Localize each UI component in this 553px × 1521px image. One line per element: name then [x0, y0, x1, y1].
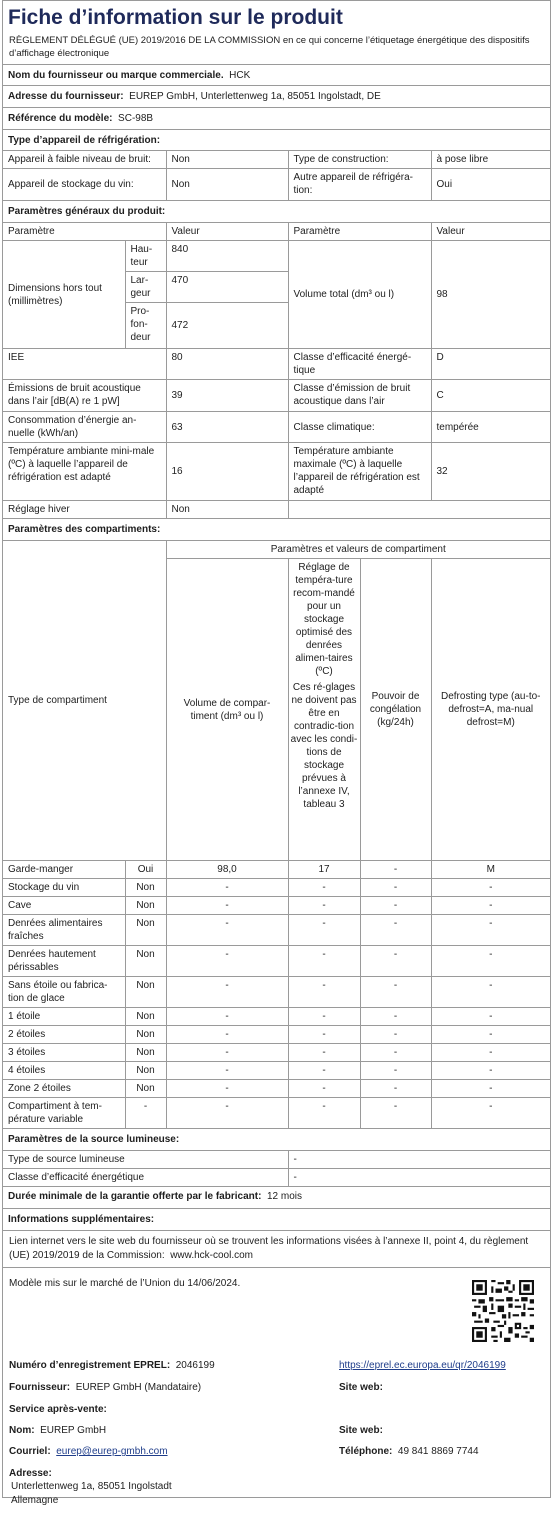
appliance-type-heading-row	[3, 129, 550, 150]
efficiency-class-label: Classe d’efficacité énergé-tique	[288, 349, 431, 380]
compartment-present: Non	[125, 1080, 166, 1098]
after-sales-label: Service après-vente:	[9, 1404, 107, 1415]
supplier-name-row	[3, 64, 550, 85]
eprel-link[interactable]: https://eprel.ec.europa.eu/qr/2046199	[339, 1360, 506, 1371]
general-params-heading-row	[3, 201, 550, 222]
compartment-row	[3, 897, 550, 915]
eprel-label: Numéro d’enregistrement EPREL:	[9, 1360, 171, 1371]
compartment-volume: -	[166, 1098, 288, 1129]
compartment-defrost: -	[431, 977, 550, 1008]
compartment-defrost: -	[431, 1080, 550, 1098]
compartment-name: 4 étoiles	[3, 1062, 125, 1080]
compartment-setting: -	[288, 1080, 360, 1098]
compartment-defrost: -	[431, 1008, 550, 1026]
compartment-name: Denrées alimentaires fraîches	[3, 915, 125, 946]
compartment-type-header: Type de compartiment	[3, 541, 166, 861]
compartment-name: Stockage du vin	[3, 879, 125, 897]
additional-info-text: Lien internet vers le site web du fournisseur où se trouvent les informations visées à l’annexe II, point 4, du règlement (UE) 2019/2019 de la Commission:	[9, 1236, 529, 1261]
compartment-row	[3, 861, 550, 879]
compartment-volume: -	[166, 879, 288, 897]
setting-note-text: Ces ré-glages ne doivent pas être en contradic-tion avec les condi-tions de stockage prévues à l’annexe IV, tableau 3	[290, 682, 358, 810]
compartment-setting: -	[288, 1008, 360, 1026]
compartment-defrost: -	[431, 1044, 550, 1062]
light-class-value: -	[288, 1169, 550, 1187]
climate-class-label: Classe climatique:	[288, 412, 431, 443]
depth-label: Pro-fon-deur	[125, 303, 166, 349]
warranty-row	[3, 1187, 550, 1208]
eprel-value: 2046199	[175, 1360, 215, 1371]
compartment-present: Non	[125, 879, 166, 897]
width-label: Lar-geur	[125, 272, 166, 303]
email-line	[9, 1445, 168, 1459]
compartment-volume: -	[166, 1026, 288, 1044]
address-line-2: Allemagne	[11, 1495, 59, 1506]
compartment-defrost: -	[431, 946, 550, 977]
compartment-name: Denrées hautement périssables	[3, 946, 125, 977]
energy-consumption-label: Consommation d’énergie an-nuelle (kWh/an)	[3, 412, 166, 443]
compartment-row	[3, 946, 550, 977]
compartment-defrost: -	[431, 1098, 550, 1129]
compartment-volume: -	[166, 1080, 288, 1098]
additional-info-block	[3, 1230, 550, 1267]
compartment-row	[3, 1080, 550, 1098]
energy-consumption-value: 63	[166, 412, 288, 443]
compartment-present: Non	[125, 946, 166, 977]
compartment-setting: -	[288, 1098, 360, 1129]
height-value: 840	[166, 241, 288, 272]
low-noise-label: Appareil à faible niveau de bruit:	[3, 151, 166, 169]
compartment-volume-header: Volume de compar-timent (dm³ ou l)	[166, 559, 288, 861]
service-name-line	[9, 1424, 106, 1438]
compartment-defrost: M	[431, 861, 550, 879]
light-heading-row	[3, 1129, 550, 1150]
footer-supplier-value: EUREP GmbH (Mandataire)	[75, 1382, 202, 1393]
footer-supplier-label: Fournisseur:	[9, 1382, 71, 1393]
compartment-defrost: -	[431, 897, 550, 915]
compartment-row	[3, 1062, 550, 1080]
winter-setting-value: Non	[166, 501, 288, 519]
email-label: Courriel:	[9, 1446, 51, 1457]
website-label-2: Site web:	[339, 1425, 383, 1436]
recommended-setting-text: Réglage de tempéra-ture recom-mandé pour un stockage optimisé des denrées alimen-taires (ºC)	[293, 562, 355, 677]
compartment-group-header: Paramètres et valeurs de compartiment	[166, 541, 550, 559]
compartments-heading-row	[3, 519, 550, 540]
supplier-address-row	[3, 85, 550, 107]
compartment-freezing: -	[360, 897, 431, 915]
compartment-present: Non	[125, 1026, 166, 1044]
compartment-freezing: -	[360, 861, 431, 879]
compartment-present: Non	[125, 897, 166, 915]
compartment-setting: -	[288, 879, 360, 897]
compartment-name: Garde-manger	[3, 861, 125, 879]
appliance-type-heading: Type d’appareil de réfrigération:	[8, 135, 161, 146]
phone-line	[339, 1445, 479, 1459]
warranty-value: 12 mois	[266, 1191, 302, 1202]
compartment-freezing: -	[360, 1044, 431, 1062]
footer-section	[3, 1267, 550, 1521]
construction-value: à pose libre	[431, 151, 550, 169]
general-params-heading: Paramètres généraux du produit:	[8, 206, 166, 217]
compartment-freezing: -	[360, 946, 431, 977]
compartment-setting: 17	[288, 861, 360, 879]
supplier-address-label: Adresse du fournisseur:	[8, 91, 124, 102]
general-params-table	[3, 222, 550, 519]
wine-storage-value: Non	[166, 169, 288, 201]
regulation-text: RÈGLEMENT DÉLÉGUÉ (UE) 2019/2016 DE LA COMMISSION en ce qui concerne l’étiquetage énergétique des dispositifs d’affichage électronique	[9, 35, 530, 59]
compartment-present: -	[125, 1098, 166, 1129]
noise-class-label: Classe d’émission de bruit acoustique dans l’air	[288, 380, 431, 412]
compartment-row	[3, 879, 550, 897]
compartment-present: Non	[125, 915, 166, 946]
min-temp-label: Température ambiante mini-male (ºC) à laquelle l’appareil de réfrigération est adapté	[3, 443, 166, 501]
compartment-row	[3, 1026, 550, 1044]
compartment-defrost: -	[431, 879, 550, 897]
compartment-row	[3, 977, 550, 1008]
supplier-website-link[interactable]: www.hck-cool.com	[170, 1250, 254, 1261]
address-line-1: Unterlettenweg 1a, 85051 Ingolstadt	[11, 1481, 172, 1492]
compartment-freezing: -	[360, 915, 431, 946]
compartment-freezing: -	[360, 1080, 431, 1098]
service-name-label: Nom:	[9, 1425, 35, 1436]
light-type-label: Type de source lumineuse	[3, 1151, 288, 1169]
iee-label: IEE	[3, 349, 166, 380]
supplier-address-value: EUREP GmbH, Unterlettenweg 1a, 85051 Ingolstadt, DE	[129, 91, 381, 102]
width-value: 470	[166, 272, 288, 303]
compartment-present: Non	[125, 977, 166, 1008]
compartment-name: Compartiment à tem-pérature variable	[3, 1098, 125, 1129]
footer-supplier-line	[9, 1381, 201, 1395]
compartment-setting: -	[288, 946, 360, 977]
noise-class-value: C	[431, 380, 550, 412]
min-temp-value: 16	[166, 443, 288, 501]
max-temp-value: 32	[431, 443, 550, 501]
compartment-setting: -	[288, 1026, 360, 1044]
compartment-freezing: -	[360, 977, 431, 1008]
compartment-volume: -	[166, 946, 288, 977]
climate-class-value: tempérée	[431, 412, 550, 443]
light-source-table	[3, 1150, 550, 1187]
model-reference-label: Référence du modèle:	[8, 113, 113, 124]
compartment-name: 1 étoile	[3, 1008, 125, 1026]
appliance-type-table	[3, 150, 550, 201]
efficiency-class-value: D	[431, 349, 550, 380]
compartment-present: Non	[125, 1062, 166, 1080]
dimensions-label: Dimensions hors tout (millimètres)	[3, 241, 125, 349]
compartment-volume: -	[166, 1062, 288, 1080]
compartment-freezing: -	[360, 1062, 431, 1080]
compartment-defrost: -	[431, 1026, 550, 1044]
compartment-freezing: -	[360, 1098, 431, 1129]
winter-setting-empty	[288, 501, 550, 519]
freezing-capacity-header: Pouvoir de congélation (kg/24h)	[360, 559, 431, 861]
compartment-setting: -	[288, 915, 360, 946]
model-reference-value: SC-98B	[118, 113, 154, 124]
additional-heading-row	[3, 1208, 550, 1230]
eprel-link-line	[339, 1359, 506, 1373]
winter-setting-label: Réglage hiver	[3, 501, 166, 519]
construction-label: Type de construction:	[288, 151, 431, 169]
compartment-row	[3, 915, 550, 946]
compartment-volume: 98,0	[166, 861, 288, 879]
warranty-label: Durée minimale de la garantie offerte par le fabricant:	[8, 1191, 262, 1202]
noise-emission-label: Émissions de bruit acoustique dans l’air [dB(A) re 1 pW]	[3, 380, 166, 412]
compartment-defrost: -	[431, 1062, 550, 1080]
col-param-header: Paramètre	[3, 223, 166, 241]
address-label: Adresse:	[9, 1468, 52, 1479]
compartment-present: Oui	[125, 861, 166, 879]
compartment-name: Sans étoile ou fabrica-tion de glace	[3, 977, 125, 1008]
website-label: Site web:	[339, 1382, 383, 1393]
supplier-name-value: HCK	[229, 70, 251, 81]
page-title: Fiche d’information sur le produit	[8, 6, 343, 29]
compartment-volume: -	[166, 915, 288, 946]
email-link[interactable]: eurep@eurep-gmbh.com	[56, 1446, 168, 1457]
noise-emission-value: 39	[166, 380, 288, 412]
compartment-row	[3, 1098, 550, 1129]
compartment-present: Non	[125, 1008, 166, 1026]
depth-value: 472	[166, 303, 288, 349]
col-value-header: Valeur	[166, 223, 288, 241]
compartment-freezing: -	[360, 879, 431, 897]
defrost-type-header: Defrosting type (au-to-defrost=A, ma-nual defrost=M)	[431, 559, 550, 861]
compartment-rows	[3, 861, 550, 1129]
compartment-defrost: -	[431, 915, 550, 946]
compartment-freezing: -	[360, 1008, 431, 1026]
qr-code-icon[interactable]	[472, 1280, 534, 1342]
recommended-setting-header	[288, 559, 360, 861]
compartments-heading: Paramètres des compartiments:	[8, 524, 161, 535]
product-information-sheet	[2, 0, 551, 1506]
phone-label: Téléphone:	[339, 1446, 393, 1457]
compartment-volume: -	[166, 977, 288, 1008]
compartment-name: Cave	[3, 897, 125, 915]
col-param-header-2: Paramètre	[288, 223, 431, 241]
other-appliance-value: Oui	[431, 169, 550, 201]
eprel-line	[9, 1359, 215, 1373]
compartment-volume: -	[166, 897, 288, 915]
volume-label: Volume total (dm³ ou l)	[288, 241, 431, 349]
volume-value: 98	[431, 241, 550, 349]
light-class-label: Classe d’efficacité énergétique	[3, 1169, 288, 1187]
other-appliance-label: Autre appareil de réfrigéra-tion:	[288, 169, 431, 201]
compartment-row	[3, 1008, 550, 1026]
phone-value: 49 841 8869 7744	[397, 1446, 479, 1457]
compartment-volume: -	[166, 1044, 288, 1062]
light-type-value: -	[288, 1151, 550, 1169]
compartment-freezing: -	[360, 1026, 431, 1044]
additional-info-heading: Informations supplémentaires:	[8, 1214, 155, 1225]
max-temp-label: Température ambiante maximale (ºC) à laquelle l’appareil de réfrigération est adapté	[288, 443, 431, 501]
compartment-name: 2 étoiles	[3, 1026, 125, 1044]
height-label: Hau-teur	[125, 241, 166, 272]
compartment-setting: -	[288, 977, 360, 1008]
compartment-present: Non	[125, 1044, 166, 1062]
light-source-heading: Paramètres de la source lumineuse:	[8, 1134, 180, 1145]
compartment-setting: -	[288, 1062, 360, 1080]
supplier-name-label: Nom du fournisseur ou marque commerciale.	[8, 70, 224, 81]
compartment-setting: -	[288, 897, 360, 915]
compartment-name: 3 étoiles	[3, 1044, 125, 1062]
low-noise-value: Non	[166, 151, 288, 169]
model-reference-row	[3, 107, 550, 129]
wine-storage-label: Appareil de stockage du vin:	[3, 169, 166, 201]
market-date-text: Modèle mis sur le marché de l’Union du 14/06/2024.	[9, 1278, 241, 1289]
compartment-name: Zone 2 étoiles	[3, 1080, 125, 1098]
compartments-table	[3, 540, 550, 1129]
service-name-value: EUREP GmbH	[40, 1425, 107, 1436]
iee-value: 80	[166, 349, 288, 380]
compartment-row	[3, 1044, 550, 1062]
compartment-setting: -	[288, 1044, 360, 1062]
compartment-volume: -	[166, 1008, 288, 1026]
col-value-header-2: Valeur	[431, 223, 550, 241]
